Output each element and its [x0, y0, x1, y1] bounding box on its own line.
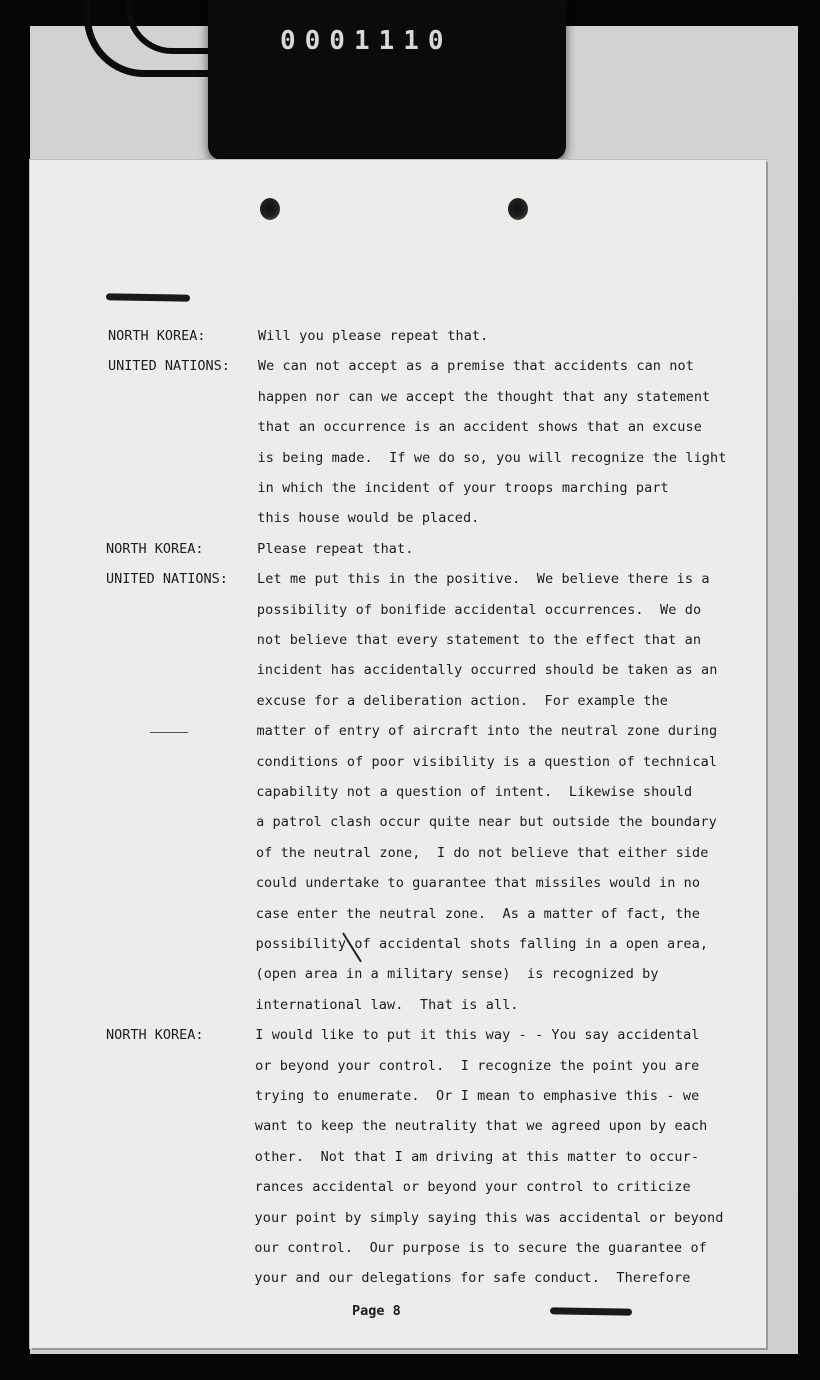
transcript-line: that an occurrence is an accident shows that an excuse	[257, 419, 702, 436]
punch-hole-right	[508, 198, 528, 220]
transcript-line: trying to enumerate. Or I mean to emphasive this - we	[255, 1088, 700, 1104]
speaker-label: NORTH KOREA:	[108, 328, 206, 344]
transcript-line: your point by simply saying this was accidental or beyond	[254, 1209, 724, 1226]
transcript-line: not believe that every statement to the effect that an	[256, 632, 702, 648]
transcript-line: (open area in a military sense) is recognized by	[255, 966, 659, 983]
film-frame-counter	[208, 0, 566, 160]
transcript-line: possibility of accidental shots falling in a open area,	[255, 936, 709, 952]
frame-counter-digits: 0001110	[280, 26, 453, 56]
transcript-line: matter of entry of aircraft into the neutral zone during	[256, 723, 718, 740]
transcript-line: capability not a question of intent. Likewise should	[256, 784, 693, 800]
transcript-line: our control. Our purpose is to secure the guarantee of	[254, 1240, 707, 1256]
transcript-line: is being made. If we do so, you will recognize the light	[257, 449, 727, 466]
transcript-line: this house would be placed.	[257, 510, 480, 527]
transcript-line: We can not accept as a premise that accidents can not	[257, 358, 694, 375]
transcript-line: in which the incident of your troops marching part	[257, 480, 669, 496]
transcript-line: rances accidental or beyond your control to criticize	[254, 1179, 691, 1196]
speaker-label: UNITED NATIONS:	[108, 358, 230, 375]
speaker-label: NORTH KOREA:	[106, 1027, 204, 1044]
transcript-line: excuse for a deliberation action. For example the	[256, 692, 668, 709]
transcript-line: or beyond your control. I recognize the point you are	[255, 1057, 700, 1074]
transcript-line: happen nor can we accept the thought that any statement	[257, 388, 711, 405]
transcript-line: I would like to put it this way - - You say accidental	[255, 1027, 700, 1044]
punch-hole-left	[260, 198, 280, 220]
transcript-line: Will you please repeat that.	[258, 328, 489, 344]
transcript-line: a patrol clash occur quite near but outside the boundary	[256, 814, 717, 831]
transcript-line: other. Not that I am driving at this matter to occur-	[254, 1148, 700, 1165]
transcript-line: Please repeat that.	[257, 540, 414, 557]
footer-redacted-classification	[550, 1307, 632, 1315]
transcript-line: incident has accidentally occurred should be taken as an	[256, 662, 718, 679]
transcript-line: Let me put this in the positive. We believe there is a	[257, 571, 710, 588]
speaker-label: NORTH KOREA:	[106, 540, 204, 557]
document-page	[30, 160, 766, 1348]
transcript-line: could undertake to guarantee that missiles would in no	[255, 875, 701, 892]
transcript-line: case enter the neutral zone. As a matter of fact, the	[255, 905, 701, 922]
transcript-line: of the neutral zone, I do not believe that either side	[255, 844, 709, 861]
transcript-line: want to keep the neutrality that we agreed upon by each	[254, 1118, 708, 1135]
header-redacted-classification	[106, 293, 190, 301]
page-number: Page 8	[352, 1303, 401, 1319]
transcript-line: your and our delegations for safe conduct. Therefore	[254, 1270, 691, 1287]
transcript-line: international law. That is all.	[255, 996, 519, 1013]
pen-margin-dash	[150, 732, 188, 733]
transcript-line: conditions of poor visibility is a question of technical	[256, 753, 718, 770]
speaker-label: UNITED NATIONS:	[106, 571, 228, 588]
transcript-line: possibility of bonifide accidental occurrences. We do	[256, 601, 702, 618]
